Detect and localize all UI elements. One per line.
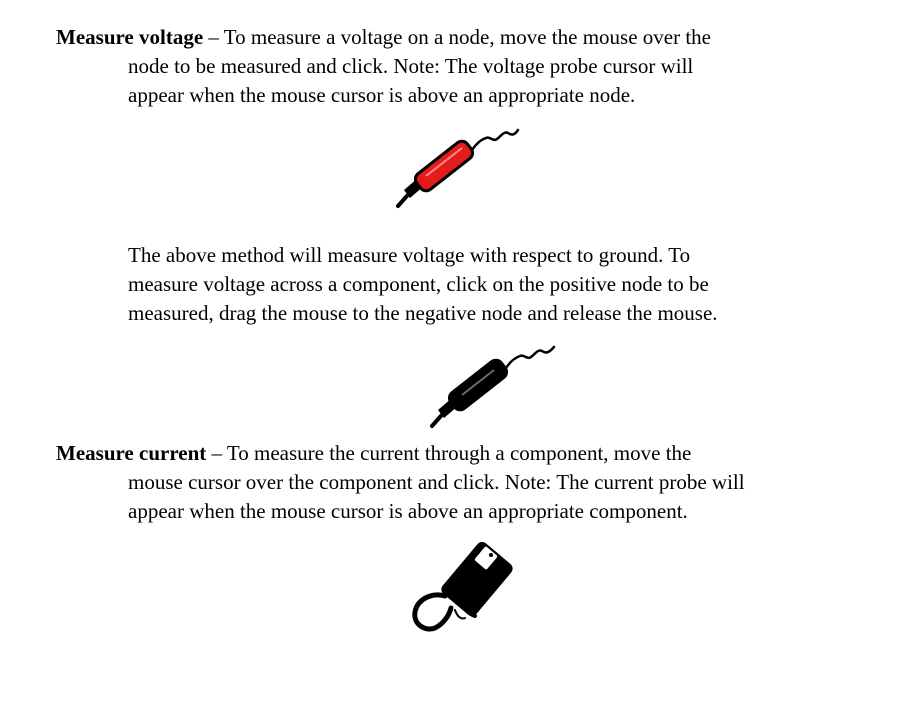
voltage-across-paragraph: [56, 241, 718, 328]
measure-current-line-2: mouse cursor over the component and click. Note: The current probe will: [128, 470, 745, 494]
red-voltage-probe-icon: [390, 122, 530, 214]
measure-voltage-term: Measure voltage: [56, 25, 204, 49]
voltage-across-line-3: measured, drag the mouse to the negative node and release the mouse.: [128, 301, 718, 325]
measure-voltage-first-line: [56, 23, 711, 52]
measure-current-line-1: To measure the current through a component, move the: [226, 441, 692, 465]
voltage-across-line-2: measure voltage across a component, click on the positive node to be: [128, 272, 709, 296]
current-clamp-probe-icon: [405, 536, 530, 636]
black-voltage-probe-icon: [424, 338, 564, 434]
measure-current-dash: –: [206, 441, 227, 465]
measure-voltage-line-1: To measure a voltage on a node, move the mouse over the: [223, 25, 711, 49]
measure-voltage-line-2: node to be measured and click. Note: The voltage probe cursor will: [128, 54, 694, 78]
voltage-across-line-1: The above method will measure voltage with respect to ground. To: [128, 243, 691, 267]
measure-current-term: Measure current: [56, 441, 207, 465]
measure-voltage-paragraph: [56, 23, 711, 110]
measure-voltage-line-3: appear when the mouse cursor is above an appropriate node.: [128, 83, 636, 107]
measure-current-line-3: appear when the mouse cursor is above an appropriate component.: [128, 499, 688, 523]
measure-voltage-dash: –: [203, 25, 224, 49]
measure-current-first-line: [56, 439, 745, 468]
measure-current-paragraph: [56, 439, 745, 526]
